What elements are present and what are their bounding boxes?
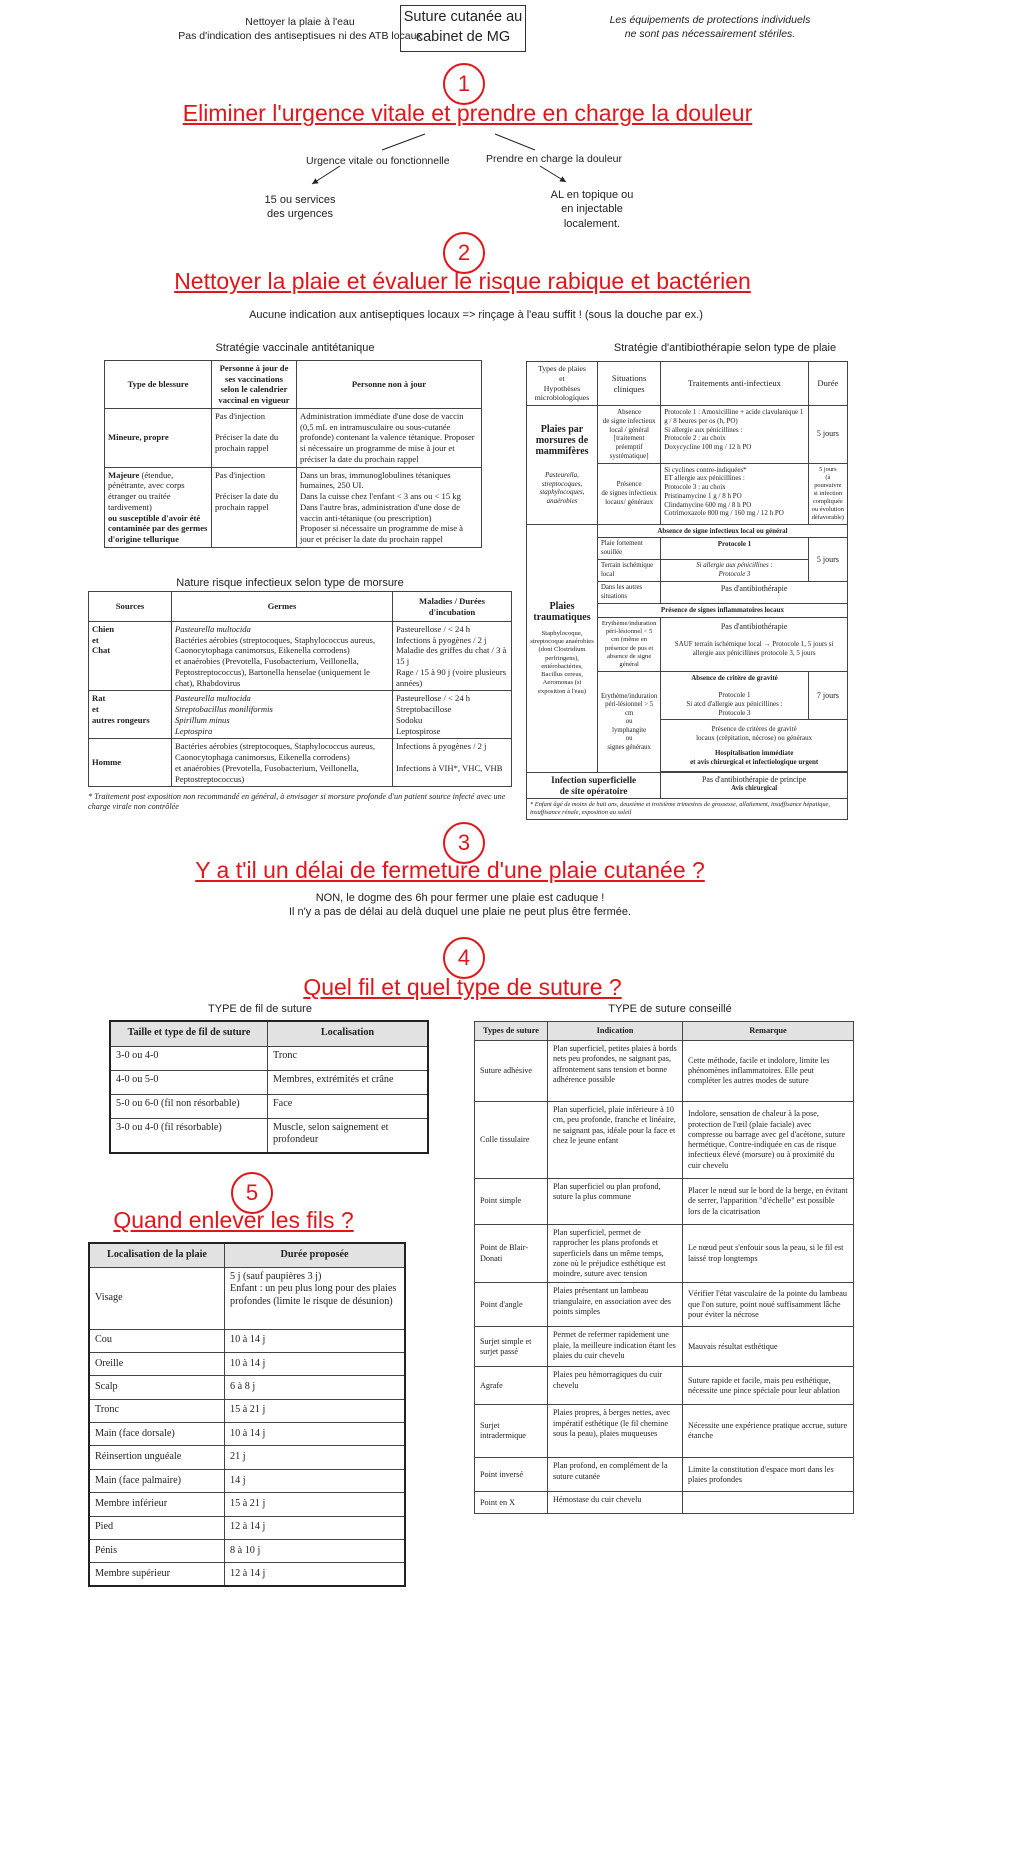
section-3-line1: NON, le dogme des 6h pour fermer une plaie est caduque ! [315,892,605,904]
fil-table-body [110,1046,428,1153]
vacc-r2-type [105,467,212,547]
removal-row [89,1376,405,1399]
fil-row-cell: Tronc [268,1046,429,1070]
suture-table-body [475,1041,854,1514]
removal-row-cell: Membre supérieur [89,1563,225,1586]
vacc-header-notuptodate: Personne non à jour [297,361,482,409]
suture-row-cell: Plaies présentant un lambeau triangulaire, en association avec des points simples [548,1283,683,1327]
vacc-r1-type: Mineure, propre [105,408,212,467]
vacc-r2-uptodate: Pas d'injection Préciser la date du prochain rappel [212,467,297,547]
atb-sub-inflammation: Présence de signes inflammatoires locaux [598,604,848,618]
bite-r2-source: Rat et autres rongeurs [89,691,172,739]
atb-t5-cell-b [661,720,848,772]
douleur-result: AL en topique ou en injectable localement. [550,189,634,230]
atb-morsure-cell [527,406,598,525]
vacc-r1-uptodate: Pas d'injection Préciser la date du prochain rappel [212,408,297,467]
atb-m1-traitement: Protocole 1 : Amoxicilline + acide clavulanique 1 g / 8 heures per os (h, PO) Si allergie aux pénicillines : Protocole 2 : au choix Doxycycline 100 mg / 12 h PO [661,406,808,464]
atb-t5-cell-a [661,672,808,720]
fil-row [110,1046,428,1070]
douleur-label: Prendre en charge la douleur [486,153,623,165]
vacc-table [104,360,482,548]
atb-t5-protocole: Protocole 1 Si atcd d'allergie aux pénicillines : Protocole 3 [686,691,783,717]
removal-row-cell: Réinsertion unguéale [89,1446,225,1469]
atb-trauma-cell [527,524,598,773]
removal-row-cell: 12 à 14 j [225,1516,406,1539]
atb-t5-absence: Absence de critère de gravité [691,674,778,683]
removal-row-cell: Scalp [89,1376,225,1399]
step-5-badge: 5 [231,1172,273,1214]
suture-row-cell: Permet de refermer rapidement une plaie, la meilleure indication étant les plaies du cuir chevelu [548,1327,683,1367]
atb-infect-tt1: Pas d'antibiothérapie de principe [701,775,807,785]
vacc-caption: Stratégie vaccinale antitétanique [215,342,375,354]
vacc-r1-notuptodate: Administration immédiate d'une dose de vaccin (0,5 mL en intramusculaire ou sous-cutanée profonde) contenant la valence tétanique. Proposer si nécessaire un programme de mise à jour et préciser la date du prochain rappel [297,408,482,467]
atb-morsure-title: Plaies par morsures de mammifères [535,423,589,457]
section-5-title: Quand enlever les fils ? [113,1207,354,1233]
removal-row-cell: 15 à 21 j [225,1399,406,1422]
step-3-badge: 3 [443,822,485,864]
atb-t5-gravite: Présence de critères de gravité locaux (crépitation, nécrose) ou généraux [696,725,813,743]
suture-row [475,1041,854,1102]
atb-infect-title: Infection superficielle de site opératoire [527,773,661,799]
removal-row-cell: Membre inférieur [89,1493,225,1516]
removal-row-cell: 14 j [225,1469,406,1492]
removal-row-cell: Tronc [89,1399,225,1422]
vacc-r2-type-c: ou susceptible d'avoir été contaminée par des germes d'origine tellurique [108,512,208,545]
bite-r3-maladies: Infections à pyogènes / 2 j Infections à VIH*, VHC, VHB [393,739,512,787]
suture-row-cell: Plaies peu hémorragiques du cuir chevelu [548,1367,683,1405]
fil-row [110,1070,428,1094]
atb-header-situation: Situations cliniques [598,362,661,406]
suture-row [475,1327,854,1367]
removal-row [89,1446,405,1469]
atb-table [526,361,848,820]
suture-row-cell: Plan superficiel, plaie inférieure à 10 cm, peu profonde, franche et linéaire, ne saignant pas, idéale pour la face et chez le jeune enfant [548,1102,683,1179]
bite-r3-source: Homme [89,739,172,787]
suture-row-cell: Point d'angle [475,1283,548,1327]
urgence-label: Urgence vitale ou fonctionnelle [306,155,450,167]
suture-header-indication: Indication [548,1022,683,1041]
suture-row-cell: Plan superficiel, petites plaies à bords nets peu profondes, ne saignant pas, affrontement sans tension et bonne adhérence possible [548,1041,683,1102]
atb-header-type: Types de plaies et Hypothèses microbiologiques [527,362,598,406]
atb-m2-duree: 5 jours (à poursuivre si infection compliquée ou évolution défavorable) [808,463,847,524]
removal-row [89,1563,405,1586]
suture-row-cell: Point en X [475,1492,548,1514]
atb-infect-cell [661,773,848,799]
atb-infect-tt2: Avis chirurgical [731,785,778,793]
atb-trauma-germs: Staphylocoque, streptocoque anaérobies (dont Clostridium perfringens), entérobactéries, Bacillus cereus, Aeromonas (si exposition à l'eau) [530,629,594,695]
fil-row [110,1094,428,1118]
suture-row [475,1367,854,1405]
atb-t2-situation: Terrain ischémique local [598,560,661,582]
atb-t1-situation: Plaie fortement souillée [598,538,661,560]
removal-row [89,1469,405,1492]
atb-m1-duree: 5 jours [808,406,847,464]
removal-header-location: Localisation de la plaie [89,1243,225,1267]
suture-row [475,1492,854,1514]
fil-row-cell: Face [268,1094,429,1118]
removal-row [89,1399,405,1422]
removal-row-cell: 8 à 10 j [225,1540,406,1563]
header-left-note: Nettoyer la plaie à l'eau Pas d'indication des antiseptisues ni des ATB locaux [178,16,422,42]
suture-row-cell: Plan profond, en complément de la suture cutanée [548,1458,683,1492]
removal-row-cell: Pied [89,1516,225,1539]
removal-row-cell: 10 à 14 j [225,1329,406,1352]
vacc-r2-type-a: Majeure [108,469,140,480]
suture-row-cell: Point simple [475,1179,548,1225]
fil-row-cell: Muscle, selon saignement et profondeur [268,1118,429,1153]
bite-footnote: * Traitement post exposition non recommandé en général, à envisager si morsure profonde d'un patient source infecté avec une charge virale non contrôlée [88,792,506,812]
atb-trauma-title: Plaies traumatiques [533,600,591,624]
suture-table [474,1021,854,1514]
removal-row-cell: Main (face palmaire) [89,1469,225,1492]
urgence-result: 15 ou services des urgences [264,194,336,221]
atb-t5-situation: Erythème/induration péri-lésionnel > 5 cm ou lymphangite ou signes généraux [598,672,661,773]
atb-t4-situation: Erythème/induration péri-lésionnel < 5 cm (même en présence de pus et absence de signe général [598,617,661,671]
bite-caption: Nature risque infectieux selon type de morsure [176,577,404,589]
suture-row-cell: Point inversé [475,1458,548,1492]
removal-row [89,1516,405,1539]
section-3-title: Y a t'il un délai de fermeture d'une plaie cutanée ? [195,857,705,883]
suture-row [475,1405,854,1458]
removal-row-cell: Pénis [89,1540,225,1563]
atb-m1-situation: Absence de signe infectieux local / général [traitement préemptif systématique] [598,406,661,464]
bite-header-sources: Sources [89,592,172,622]
suture-row-cell: Limite la constitution d'espace mort dans les plaies profondes [683,1458,854,1492]
removal-row [89,1540,405,1563]
suture-row [475,1283,854,1327]
fil-caption: TYPE de fil de suture [208,1003,312,1015]
atb-t5-hospit: Hospitalisation immédiate et avis chirurgical et infectiologique urgent [690,748,819,766]
suture-row-cell: Plaies propres, à berges nettes, avec impératif esthétique (le fil chemine sous la peau), plaies muqueuses [548,1405,683,1458]
section-1-title: Eliminer l'urgence vitale et prendre en charge la douleur [182,100,753,126]
removal-row-cell: 10 à 14 j [225,1352,406,1375]
atb-t4-traitement-a: Pas d'antibiothérapie [720,621,788,631]
suture-row-cell: Vérifier l'état vasculaire de la pointe du lambeau que l'on suture, point noué suffisamment lâche pour éviter la nécrose [683,1283,854,1327]
bite-header-maladies: Maladies / Durées d'incubation [393,592,512,622]
fil-header-location: Localisation [268,1021,429,1046]
suture-row-cell: Suture rapide et facile, mais peu esthétique, nécessite une pince spéciale pour leur ablation [683,1367,854,1405]
suture-row-cell [683,1492,854,1514]
atb-header-traitement: Traitements anti-infectieux [661,362,808,406]
suture-row-cell: Agrafe [475,1367,548,1405]
atb-caption: Stratégie d'antibiothérapie selon type de plaie [613,342,837,354]
fil-row-cell: Membres, extrémités et crâne [268,1070,429,1094]
removal-row-cell: Oreille [89,1352,225,1375]
atb-m2-traitement: Si cyclines contre-indiquées* ET allergie aux pénicillines : Protocole 3 : au choix Pristinamycine 1 g / 8 h PO Clindamycine 600 mg / 8 h PO Cotrimoxazole 800 mg / 160 mg / 12 h PO [661,463,808,524]
section-4-title: Quel fil et quel type de suture ? [303,974,622,1000]
removal-header-duration: Durée proposée [225,1243,406,1267]
vacc-r2-notuptodate: Dans un bras, immunoglobulines tétaniques humaines, 250 UI. Dans la cuisse chez l'enfant < 3 ans ou < 15 kg Dans l'autre bras, administration d'une dose de vaccin anti-tétanique (ou prescription) Proposer si nécessaire un programme de mise à jour et préciser la date du prochain rappel [297,467,482,547]
suture-row-cell: Colle tissulaire [475,1102,548,1179]
bite-r2-germes: Pasteurella multocida Streptobacillus moniliformis Spirillum minus Leptospira [172,691,393,739]
fil-row [110,1118,428,1153]
step-2-badge: 2 [443,232,485,274]
bite-r3-germes: Bactéries aérobies (streptocoques, Staphylococcus aureus, Caonocytophaga canimorsus, Eikenella corrodens) et anaérobies (Prevotella, Fusobacterium, Veillonella, Peptostreptococcus) [172,739,393,787]
bite-header-germes: Germes [172,592,393,622]
removal-row-cell: Cou [89,1329,225,1352]
step-4-badge: 4 [443,937,485,979]
removal-row-cell: 21 j [225,1446,406,1469]
removal-row-visage-label: Visage [89,1267,225,1329]
removal-row-cell: 12 à 14 j [225,1563,406,1586]
header-right-note: Les équipements de protections individuels ne sont pas nécessairement stériles. [609,14,811,40]
fil-row-cell: 4-0 ou 5-0 [110,1070,268,1094]
suture-row-cell: Placer le nœud sur le bord de la berge, en évitant de serrer, l'apparition "d'échelle" est possible lors de la cicatrisation [683,1179,854,1225]
suture-row [475,1179,854,1225]
vacc-r2-type-b: (étendue, pénétrante, avec corps étranger ou traitée tardivement) [108,469,185,512]
section-2-intro: Aucune indication aux antiseptiques locaux => rinçage à l'eau suffit ! (sous la douche par ex.) [249,309,703,321]
fil-row-cell: 3-0 ou 4-0 [110,1046,268,1070]
suture-row [475,1458,854,1492]
removal-row [89,1352,405,1375]
suture-row-cell: Cette méthode, facile et indolore, limite les phénomènes inflammatoires. Elle peut compléter les autres modes de suture [683,1041,854,1102]
atb-footnote: * Enfant âgé de moins de huit ans, deuxième et troisième trimestres de grossesse, allaitement, insuffisance hépatique, insuffisance rénale, exposition au soleil [527,799,848,820]
suture-caption: TYPE de suture conseillé [608,1003,732,1015]
vacc-header-type: Type de blessure [105,361,212,409]
suture-row-cell: Plan superficiel, permet de rapprocher les plans profonds et superficiels dans un même temps, zone où le préjudice esthétique est moindre, suture avec tension [548,1225,683,1283]
removal-row-cell: 6 à 8 j [225,1376,406,1399]
suture-row-cell: Point de Blair-Donati [475,1225,548,1283]
atb-header-duree: Durée [808,362,847,406]
suture-row [475,1225,854,1283]
suture-row-cell: Hémostase du cuir chevelu [548,1492,683,1514]
removal-row-cell: Main (face dorsale) [89,1423,225,1446]
atb-m2-situation: Présence de signes infectieux locaux/ généraux [598,463,661,524]
suture-row-cell: Nécessite une expérience pratique accrue, suture étanche [683,1405,854,1458]
bite-r1-germes-b: Bactéries aérobies (streptocoques, Staphylococcus aureus, Caonocytophaga canimorsus, Eikenella corrodens) et anaérobies (Prevotella, Fusobacterium, Veillonella, Peptostreptococcus), Bartonella henselae (uniquement le chat), Rhabdovirus [175,634,375,688]
atb-t2-traitement: Si allergie aux pénicillines : Protocole 3 [661,560,808,582]
removal-row-cell: 15 à 21 j [225,1493,406,1516]
vacc-header-uptodate: Personne à jour de ses vaccinations selon le calendrier vaccinal en vigueur [212,361,297,409]
section-2-title: Nettoyer la plaie et évaluer le risque rabique et bactérien [174,268,751,294]
fil-row-cell: 5-0 ou 6-0 (fil non résorbable) [110,1094,268,1118]
atb-sub-absence: Absence de signe infectieux local ou général [598,524,848,538]
bite-table [88,591,512,787]
fil-row-cell: 3-0 ou 4-0 (fil résorbable) [110,1118,268,1153]
bite-r1-source: Chien et Chat [89,622,172,691]
suture-row [475,1102,854,1179]
bite-r1-germes [172,622,393,691]
atb-t3-situation: Dans les autres situations [598,582,661,604]
removal-row [89,1329,405,1352]
bite-r1-maladies: Pasteurellose / < 24 h Infections à pyogènes / 2 j Maladie des griffes du chat / 3 à 15 j Rage / 15 à 90 j (voire plusieurs années) [393,622,512,691]
section-1-arrows [0,0,1025,240]
atb-t1-traitement: Protocole 1 [661,538,808,560]
suture-row-cell: Indolore, sensation de chaleur à la pose, protection de l'œil (plaie faciale) avec compresse ou barrage avec gel d'acétone, suture hermétique. Contre-indiquée en cas de risque infectieux élevé (morsure) ou à proximité du cuir chevelu [683,1102,854,1179]
step-1-badge: 1 [443,63,485,105]
bite-r1-germes-a: Pasteurella multocida [175,624,251,634]
removal-row [89,1493,405,1516]
suture-header-remark: Remarque [683,1022,854,1041]
atb-t5-duree: 7 jours [808,672,847,720]
bite-r2-maladies: Pasteurellose / < 24 h Streptobacillose Sodoku Leptospirose [393,691,512,739]
suture-row-cell: Mauvais résultat esthétique [683,1327,854,1367]
suture-row-cell: Surjet simple et surjet passé [475,1327,548,1367]
suture-row-cell: Suture adhésive [475,1041,548,1102]
atb-t4-traitement-b: SAUF terrain ischémique local → Protocole 1, 5 jours si allergie aux pénicillines protocole 3, 5 jours [674,639,834,657]
fils-removal-table [88,1242,406,1587]
suture-row-cell: Surjet intradermique [475,1405,548,1458]
fil-table [109,1020,429,1154]
section-3-line2: Il n'y a pas de délai au delà duquel une plaie ne peut plus être fermée. [288,906,632,918]
removal-table-body [89,1329,405,1586]
removal-row [89,1423,405,1446]
atb-morsure-germs: Pasteurella, streptocoques, staphylocoques, anaérobies [539,470,585,505]
suture-header-type: Types de suture [475,1022,548,1041]
removal-row-visage-value: 5 j (sauf paupières 3 j) Enfant : un peu plus long pour des plaies profondes (limite le risque de désunion) [225,1267,406,1329]
document-title: Suture cutanée au cabinet de MG [400,5,526,52]
removal-row-cell: 10 à 14 j [225,1423,406,1446]
atb-t4-traitement [661,617,848,671]
fil-header-size: Taille et type de fil de suture [110,1021,268,1046]
suture-row-cell: Plan superficiel ou plan profond, suture la plus commune [548,1179,683,1225]
atb-t3-traitement: Pas d'antibiothérapie [661,582,848,604]
atb-t12-duree: 5 jours [808,538,847,582]
suture-row-cell: Le nœud peut s'enfouir sous la peau, si le fil est laissé trop longtemps [683,1225,854,1283]
